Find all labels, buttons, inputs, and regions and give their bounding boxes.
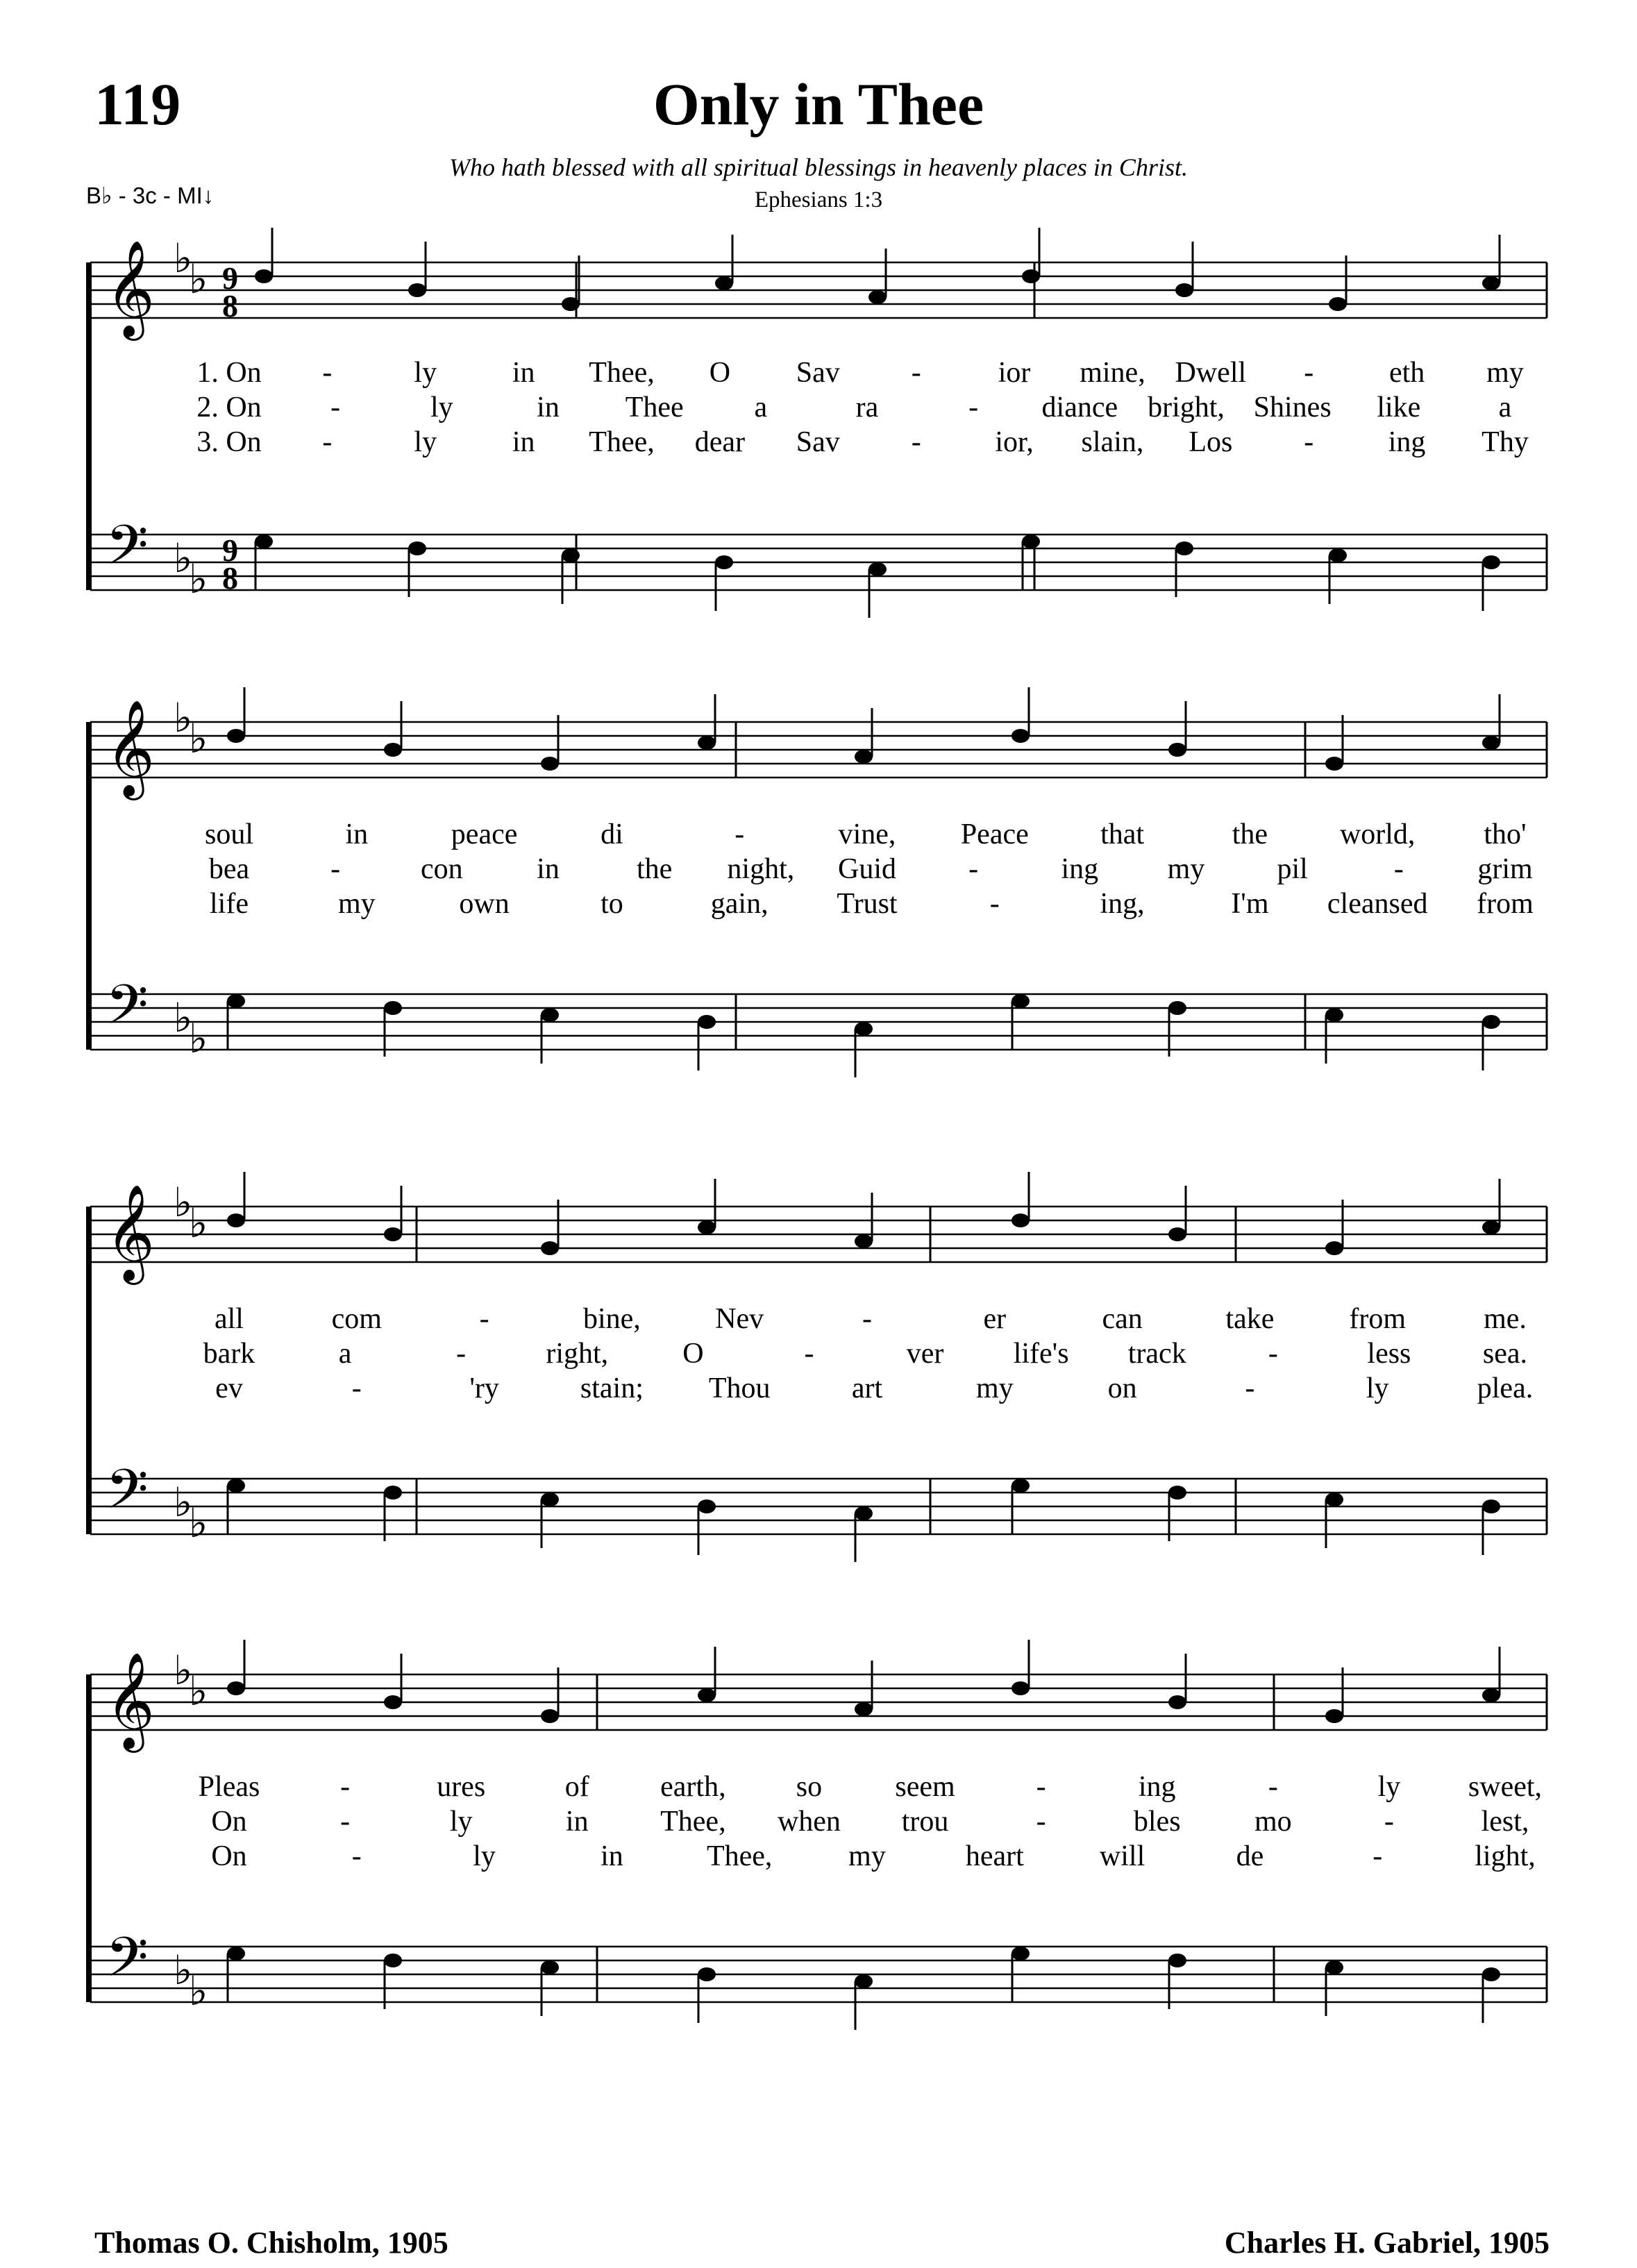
lyric-syllable: Nev [715,1303,764,1335]
music-credit: Charles H. Gabriel, 1905 [1224,2226,1550,2260]
lyric-syllable: so [796,1771,823,1803]
lyric-syllable: ing [1138,1771,1176,1803]
lyric-syllable: me. [1484,1303,1527,1335]
lyric-syllable: de [1236,1840,1264,1872]
treble-note [1011,1213,1030,1227]
lyric-syllable: ly [414,357,437,389]
lyric-syllable: On [211,1840,247,1872]
bass-note [1022,535,1040,548]
key-signature-flat: ♭ [174,1948,193,1993]
lyric-syllable: I'm [1231,888,1269,920]
treble-note [255,269,273,283]
words-credit: Thomas O. Chisholm, 1905 [94,2226,448,2260]
lyric-syllable: in [537,853,560,885]
treble-note [1011,729,1030,743]
lyric-syllable: in [537,392,560,423]
lyric-syllable: ly [430,392,453,423]
lyric-syllable: er [983,1303,1007,1335]
bass-note [408,541,426,555]
bass-note [698,1967,716,1981]
lyric-syllable: ra [855,392,879,423]
lyric-syllable: - [1268,1771,1278,1803]
lyric-syllable: Los [1189,426,1233,458]
lyric-syllable: - [1036,1771,1046,1803]
treble-note [384,743,402,757]
lyric-syllable: - [479,1303,489,1335]
lyric-syllable: lest, [1481,1806,1529,1838]
lyric-syllable: a [754,392,768,423]
lyric-syllable: Sav [796,357,840,389]
key-signature-flat: ♭ [174,1648,193,1693]
lyric-syllable: my [1167,853,1205,885]
treble-note [541,1241,559,1255]
lyric-syllable: from [1349,1303,1407,1335]
lyric-syllable: Thee, [589,426,655,458]
lyric-syllable: 'ry [469,1372,499,1404]
tune-info: B♭ - 3c - MI↓ [86,183,215,208]
lyric-syllable: - [911,426,921,458]
lyric-syllable: 2. On [196,392,262,423]
bass-note [855,1022,873,1036]
lyric-syllable: ing, [1100,888,1145,920]
lyric-syllable: - [1245,1372,1255,1404]
lyric-syllable: - [330,853,341,885]
treble-note [1482,276,1500,290]
lyric-syllable: peace [451,818,518,850]
lyric-syllable: Thee, [589,357,655,389]
treble-note [1168,1695,1186,1709]
lyric-syllable: my [848,1840,886,1872]
lyric-syllable: O [682,1338,704,1370]
lyric-syllable: ly [473,1840,496,1872]
system-bracket [86,1674,92,2002]
lyric-syllable: life [210,888,249,920]
lyric-syllable: - [322,426,333,458]
hymn-number: 119 [94,71,181,137]
lyric-syllable: - [911,357,921,389]
lyric-syllable: slain, [1081,426,1144,458]
treble-note [698,1688,716,1702]
lyric-syllable: when [777,1806,841,1838]
key-signature-flat: ♭ [174,996,193,1041]
treble-note [1325,1241,1343,1255]
bass-note [1168,1486,1186,1500]
lyric-syllable: - [1304,426,1314,458]
lyric-syllable: ing [1388,426,1426,458]
lyric-syllable: ly [449,1806,473,1838]
lyric-syllable: in [512,426,535,458]
lyric-syllable: art [851,1372,883,1404]
lyric-syllable: - [351,1840,362,1872]
lyric-syllable: vine, [838,818,896,850]
lyric-syllable: diance [1041,392,1118,423]
treble-note [541,757,559,771]
lyric-syllable: a [338,1338,352,1370]
lyric-syllable: Pleas [198,1771,260,1803]
lyric-syllable: - [351,1372,362,1404]
lyric-syllable: Thee, [706,1840,773,1872]
lyric-syllable: the [637,853,673,885]
lyric-syllable: plea. [1477,1372,1534,1404]
system-bracket [86,262,92,590]
lyric-syllable: ev [215,1372,243,1404]
bass-note [384,1486,402,1500]
lyric-syllable: 1. On [196,357,262,389]
key-signature-flat: ♭ [174,696,193,741]
lyric-syllable: of [564,1771,589,1803]
time-signature-top: 9 [222,532,238,568]
bass-note [1482,1500,1500,1513]
bass-note [698,1015,716,1029]
treble-note [1168,1227,1186,1241]
bass-note [1168,1954,1186,1967]
lyric-syllable: will [1099,1840,1145,1872]
treble-note [227,729,245,743]
treble-note [1011,1681,1030,1695]
bass-clef: 𝄢 [106,975,149,1049]
treble-note [408,283,426,297]
lyric-syllable: Thee [625,392,684,423]
lyric-syllable: On [211,1806,247,1838]
key-signature-flat: ♭ [189,1669,208,1714]
bass-note [384,1001,402,1015]
lyric-syllable: all [215,1303,244,1335]
music-system [86,1172,1547,1562]
lyric-syllable: Thy [1481,426,1529,458]
lyric-syllable: in [565,1806,589,1838]
lyric-syllable: bright, [1148,392,1225,423]
lyric-syllable: Sav [796,426,840,458]
lyric-syllable: gain, [710,888,769,920]
lyric-syllable: bine, [582,1303,641,1335]
bass-note [1011,1947,1030,1960]
treble-note [1482,1220,1500,1234]
lyric-syllable: heart [965,1840,1024,1872]
treble-note [855,750,873,764]
lyric-syllable: Shines [1253,392,1332,423]
key-signature-flat: ♭ [189,257,208,302]
lyric-syllable: - [862,1303,872,1335]
lyric-syllable: - [968,853,979,885]
music-system [86,228,1547,618]
lyric-syllable: Thee, [660,1806,726,1838]
music-system [86,1640,1547,2030]
lyric-syllable: ior [998,357,1031,389]
key-signature-flat: ♭ [189,1201,208,1246]
treble-note [1022,269,1040,283]
bass-note [698,1500,716,1513]
bass-note [227,1947,245,1960]
key-signature-flat: ♭ [174,536,193,581]
bass-note [1011,994,1030,1008]
lyric-syllable: world, [1339,818,1416,850]
lyric-syllable: sweet, [1468,1771,1543,1803]
lyric-syllable: - [322,357,333,389]
lyric-syllable: trou [901,1806,949,1838]
lyric-syllable: - [968,392,979,423]
key-signature-flat: ♭ [189,716,208,762]
lyric-syllable: mo [1254,1806,1292,1838]
lyric-syllable: my [1486,357,1524,389]
bass-note [255,535,273,548]
key-signature-flat: ♭ [174,236,193,281]
treble-note [541,1709,559,1723]
bass-note [1168,1001,1186,1015]
lyric-syllable: ing [1061,853,1099,885]
lyric-syllable: take [1225,1303,1275,1335]
lyric-syllable: - [1036,1806,1046,1838]
lyric-syllable: grim [1477,853,1533,885]
lyric-syllable: ures [437,1771,486,1803]
lyric-syllable: sea. [1482,1338,1528,1370]
lyric-syllable: eth [1388,357,1425,389]
treble-note [1325,757,1343,771]
music-system [86,687,1547,1077]
lyric-syllable: own [459,888,510,920]
lyric-syllable: - [734,818,745,850]
lyric-syllable: cleansed [1327,888,1428,920]
lyric-syllable: Peace [960,818,1029,850]
lyric-syllable: like [1377,392,1421,423]
treble-note [227,1681,245,1695]
lyric-syllable: earth, [660,1771,726,1803]
bass-note [562,548,580,562]
lyric-syllable: - [1304,357,1314,389]
lyric-syllable: - [1393,853,1404,885]
lyric-syllable: Trust [837,888,898,920]
treble-note [1168,743,1186,757]
lyric-syllable: - [989,888,1000,920]
key-signature-flat: ♭ [189,1969,208,2014]
lyric-syllable: pil [1277,853,1308,885]
bass-note [1325,1960,1343,1974]
lyric-syllable: stain; [580,1372,644,1404]
lyric-syllable: to [601,888,623,920]
bass-note [1011,1479,1030,1493]
key-signature-flat: ♭ [189,1016,208,1061]
lyric-syllable: right, [546,1338,609,1370]
key-signature-flat: ♭ [189,557,208,602]
bass-note [541,1960,559,1974]
lyric-syllable: - [330,392,341,423]
treble-note [855,1234,873,1248]
bass-note [384,1954,402,1967]
treble-clef: 𝄞 [106,1186,155,1279]
lyric-syllable: di [601,818,623,850]
bass-note [227,1479,245,1493]
scripture-reference: Ephesians 1:3 [754,187,883,212]
lyric-syllable: from [1477,888,1534,920]
treble-note [868,290,887,304]
bass-note [855,1974,873,1988]
lyric-syllable: can [1102,1303,1143,1335]
lyric-syllable: ly [1377,1771,1401,1803]
lyric-syllable: con [421,853,463,885]
bass-note [1325,1493,1343,1506]
lyric-syllable: - [1268,1338,1278,1370]
lyric-syllable: - [456,1338,467,1370]
lyric-syllable: Thou [708,1372,771,1404]
lyric-syllable: - [340,1771,351,1803]
time-signature-top: 9 [222,260,238,296]
bass-note [855,1506,873,1520]
lyric-syllable: seem [895,1771,955,1803]
lyric-syllable: a [1498,392,1512,423]
lyric-syllable: mine, [1080,357,1145,389]
treble-clef: 𝄞 [106,1654,155,1747]
lyric-syllable: life's [1013,1338,1069,1370]
lyric-syllable: Guid [838,853,896,885]
lyric-syllable: tho' [1484,818,1527,850]
bass-note [541,1008,559,1022]
scripture-epigraph: Who hath blessed with all spiritual blessings in heavenly places in Christ. [449,153,1188,181]
lyric-syllable: track [1127,1338,1186,1370]
bass-note [1329,548,1347,562]
lyric-syllable: on [1107,1372,1137,1404]
bass-note [1482,1015,1500,1029]
lyric-syllable: the [1232,818,1268,850]
lyric-syllable: ior, [995,426,1034,458]
time-signature-bottom: 8 [222,288,238,324]
treble-note [562,297,580,311]
lyric-syllable: less [1367,1338,1411,1370]
bass-clef: 𝄢 [106,1459,149,1534]
lyric-syllable: - [340,1806,351,1838]
key-signature-flat: ♭ [174,1180,193,1225]
lyric-syllable: bea [208,853,250,885]
treble-note [715,276,733,290]
lyric-syllable: O [709,357,731,389]
lyric-syllable: - [1384,1806,1394,1838]
time-signature-bottom: 8 [222,560,238,596]
bass-note [1482,555,1500,569]
treble-note [698,736,716,750]
lyric-syllable: that [1100,818,1145,850]
treble-note [698,1220,716,1234]
treble-note [384,1695,402,1709]
bass-clef: 𝄢 [106,1927,149,2001]
lyric-syllable: in [345,818,369,850]
lyric-syllable: ly [414,426,437,458]
lyric-syllable: my [337,888,376,920]
treble-clef: 𝄞 [106,242,155,335]
lyric-syllable: - [1372,1840,1383,1872]
treble-note [1482,736,1500,750]
lyric-syllable: dear [694,426,746,458]
treble-note [1325,1709,1343,1723]
hymn-title: Only in Thee [653,71,984,137]
system-bracket [86,722,92,1050]
lyric-syllable: light, [1475,1840,1536,1872]
bass-note [541,1493,559,1506]
key-signature-flat: ♭ [189,1501,208,1546]
treble-clef: 𝄞 [106,702,155,794]
lyric-syllable: 3. On [196,426,262,458]
lyric-syllable: - [804,1338,814,1370]
bass-note [1175,541,1193,555]
system-bracket [86,1207,92,1534]
treble-note [384,1227,402,1241]
bass-note [868,562,887,576]
lyric-syllable: night, [727,853,795,885]
bass-note [227,994,245,1008]
lyric-syllable: Dwell [1175,357,1247,389]
treble-note [1329,297,1347,311]
lyric-syllable: in [512,357,535,389]
key-signature-flat: ♭ [174,1480,193,1525]
lyric-syllable: my [975,1372,1014,1404]
bass-note [715,555,733,569]
lyric-syllable: soul [204,818,254,850]
lyric-syllable: com [331,1303,382,1335]
bass-note [1325,1008,1343,1022]
lyric-syllable: bark [203,1338,255,1370]
lyric-syllable: ly [1366,1372,1389,1404]
treble-note [1482,1688,1500,1702]
treble-note [855,1702,873,1716]
lyric-syllable: bles [1133,1806,1181,1838]
treble-note [1175,283,1193,297]
bass-clef: 𝄢 [106,515,149,589]
lyric-syllable: in [601,1840,623,1872]
lyric-syllable: ver [906,1338,944,1370]
bass-note [1482,1967,1500,1981]
treble-note [227,1213,245,1227]
